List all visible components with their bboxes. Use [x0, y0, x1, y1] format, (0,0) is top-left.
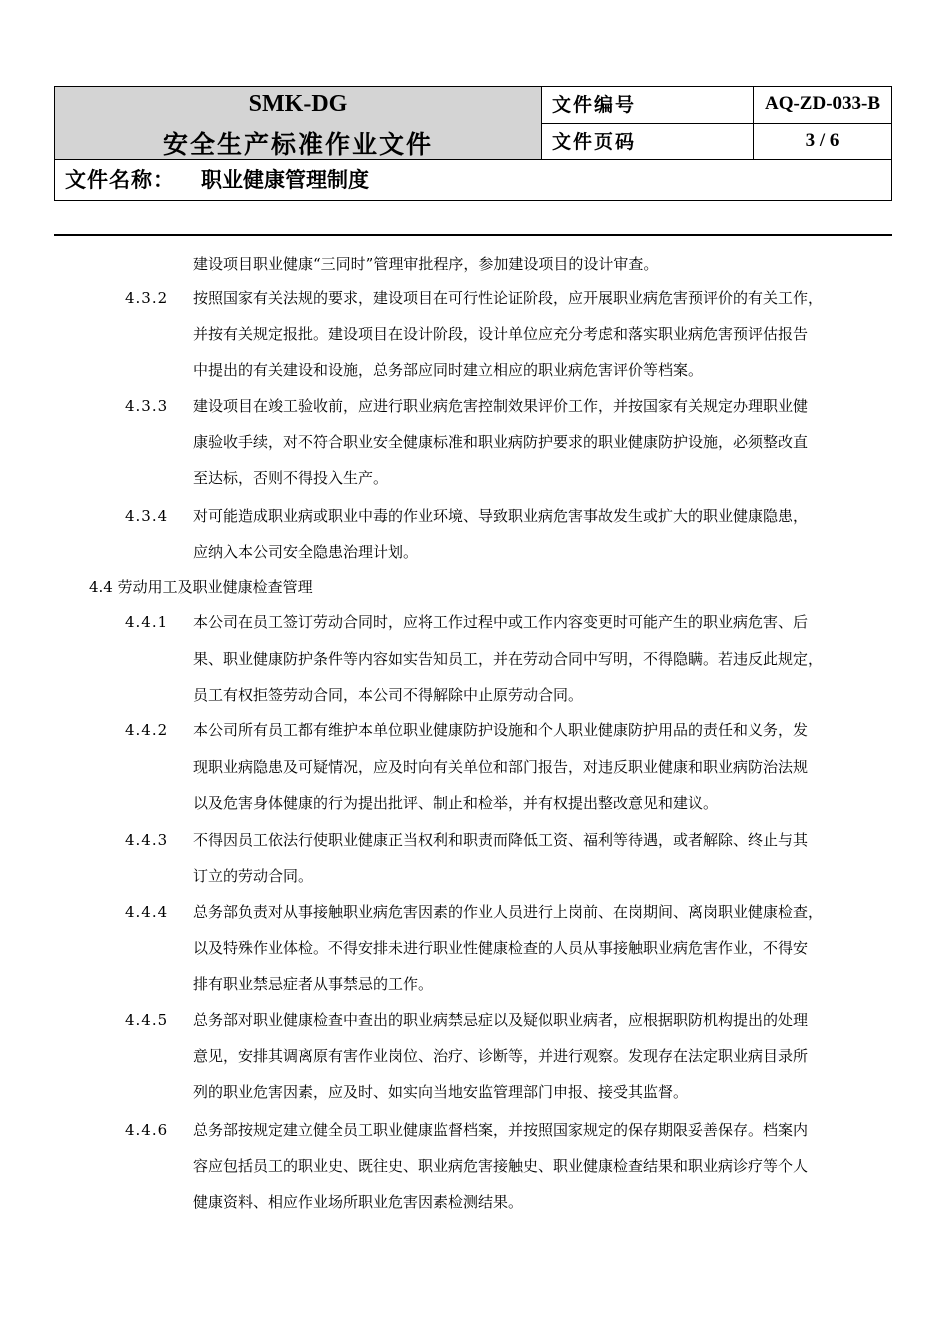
body-line: 本公司在员工签订劳动合同时，应将工作过程中或工作内容变更时可能产生的职业病危害、后	[193, 613, 809, 631]
clause-number: 4.4.4	[125, 903, 169, 921]
body-line: 排有职业禁忌症者从事禁忌的工作。	[193, 975, 434, 993]
company-code: SMK-DG	[248, 91, 348, 117]
clause-number: 4.4.2	[125, 721, 169, 739]
body-line: 中提出的有关建设和设施，总务部应同时建立相应的职业病危害评价等档案。	[193, 361, 704, 379]
body-line: 员工有权拒签劳动合同，本公司不得解除中止原劳动合同。	[193, 686, 584, 704]
body-line: 总务部按规定建立健全员工职业健康监督档案，并按照国家规定的保存期限妥善保存。档案内	[193, 1121, 809, 1139]
body-line: 按照国家有关法规的要求，建设项目在可行性论证阶段，应开展职业病危害预评价的有关工作，	[193, 289, 824, 307]
body-line: 建设项目职业健康“三同时”管理审批程序，参加建设项目的设计审查。	[193, 255, 659, 273]
body-line: 对可能造成职业病或职业中毒的作业环境、导致职业病危害事故发生或扩大的职业健康隐患，	[193, 507, 809, 525]
body-line: 现职业病隐患及可疑情况，应及时向有关单位和部门报告，对违反职业健康和职业病防治法规	[193, 758, 809, 776]
body-line: 健康资料、相应作业场所职业危害因素检测结果。	[193, 1193, 524, 1211]
clause-number: 4.4.3	[125, 831, 169, 849]
section-heading: 4.4 劳动用工及职业健康检查管理	[89, 578, 313, 596]
body-line: 列的职业危害因素，应及时、如实向当地安监管理部门申报、接受其监督。	[193, 1083, 689, 1101]
body-line: 不得因员工依法行使职业健康正当权利和职责而降低工资、福利等待遇，或者解除、终止与其	[193, 831, 809, 849]
body-line: 容应包括员工的职业史、既往史、职业病危害接触史、职业健康检查结果和职业病诊疗等个人	[193, 1157, 809, 1175]
document-name-label: 文件名称：	[65, 168, 175, 192]
body-line: 并按有关规定报批。建设项目在设计阶段，设计单位应充分考虑和落实职业病危害预评估报告	[193, 325, 809, 343]
clause-number: 4.4.6	[125, 1121, 169, 1139]
body-line: 康验收手续，对不符合职业安全健康标准和职业病防护要求的职业健康防护设施，必须整改直	[193, 433, 809, 451]
body-line: 总务部负责对从事接触职业病危害因素的作业人员进行上岗前、在岗期间、离岗职业健康检查，	[193, 903, 824, 921]
clause-number: 4.3.2	[125, 289, 169, 307]
page-number-label: 文件页码	[542, 124, 754, 160]
body-line: 至达标，否则不得投入生产。	[193, 469, 389, 487]
body-line: 订立的劳动合同。	[193, 867, 314, 885]
body-line: 意见，安排其调离原有害作业岗位、治疗、诊断等，并进行观察。发现存在法定职业病目录所	[193, 1047, 809, 1065]
body-line: 果、职业健康防护条件等内容如实告知员工，并在劳动合同中写明，不得隐瞒。若违反此规定，	[193, 650, 824, 668]
clause-number: 4.3.4	[125, 507, 169, 525]
clause-number: 4.4.5	[125, 1011, 169, 1029]
document-name-row	[55, 160, 891, 200]
body-line: 建设项目在竣工验收前，应进行职业病危害控制效果评价工作，并按国家有关规定办理职业健	[193, 397, 809, 415]
clause-number: 4.3.3	[125, 397, 169, 415]
body-line: 以及特殊作业体检。不得安排未进行职业性健康检查的人员从事接触职业病危害作业，不得安	[193, 939, 809, 957]
clause-number: 4.4.1	[125, 613, 169, 631]
body-line: 本公司所有员工都有维护本单位职业健康防护设施和个人职业健康防护用品的责任和义务，发	[193, 721, 809, 739]
doc-number-label: 文件编号	[542, 87, 754, 124]
body-line: 以及危害身体健康的行为提出批评、制止和检举，并有权提出整改意见和建议。	[193, 794, 719, 812]
document-type-title: 安全生产标准作业文件	[162, 130, 433, 159]
body-line: 应纳入本公司安全隐患治理计划。	[193, 543, 419, 561]
header-title-cell	[55, 87, 542, 160]
body-line: 总务部对职业健康检查中查出的职业病禁忌症以及疑似职业病者，应根据职防机构提出的处理	[193, 1011, 809, 1029]
document-name-value: 职业健康管理制度	[201, 168, 369, 192]
doc-number-value: AQ-ZD-033-B	[754, 87, 891, 124]
page-number-value: 3 / 6	[754, 124, 891, 160]
document-header-table	[54, 86, 892, 201]
header-divider-line	[54, 234, 892, 236]
